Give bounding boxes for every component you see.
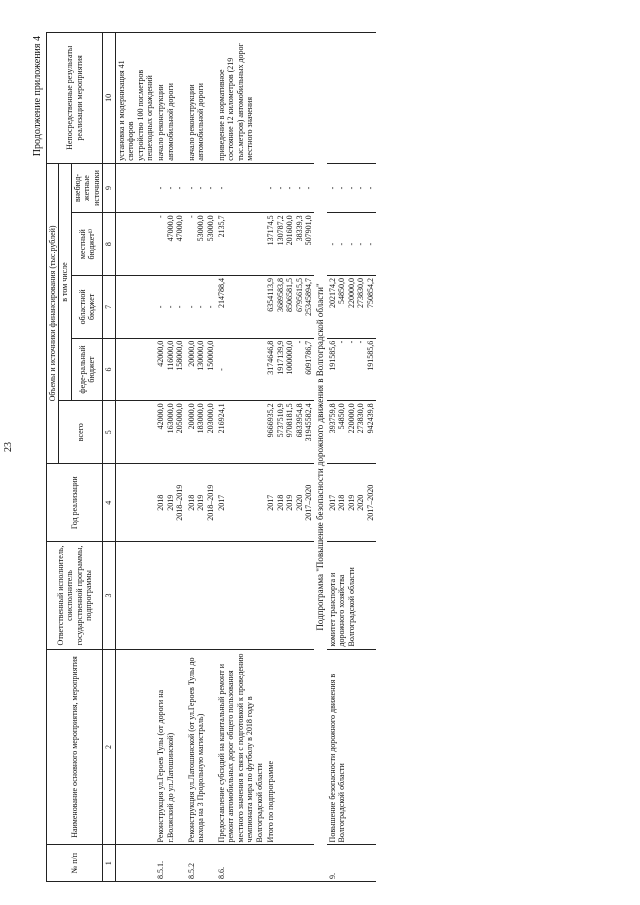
row-federal: 3174646,8 1917139,9 1000000,0 - 6091786,7 [265, 338, 314, 401]
col-number: 5 [103, 401, 115, 464]
row-regional: 214788,4 [216, 276, 265, 339]
row-number: 8.5.2 [186, 845, 216, 882]
row-result: приведение в нормативное состояние 12 километров (219 тыс.метров) автомобильных дорог местного значения [216, 33, 265, 164]
col-number: 10 [103, 33, 115, 164]
row-federal: 20000,0 130000,0 150000,0 [186, 338, 216, 401]
subprogram-row [314, 33, 327, 882]
header-federal: феде-ральный бюджет [71, 338, 102, 401]
row-total: 20000,0 183000,0 203000,0 [186, 401, 216, 464]
row-result [265, 33, 314, 164]
row-extrabudget: - [216, 163, 265, 213]
row-local: - 53000,0 53000,0 [186, 213, 216, 276]
row-local: - 47000,0 47000,0 [155, 213, 185, 276]
financing-table [46, 32, 376, 882]
col-number: 3 [103, 542, 115, 649]
header-no: № п/п [47, 845, 103, 882]
table-row-total [265, 33, 314, 882]
rotated-page [30, 32, 640, 882]
header-including: в том числе [59, 163, 71, 401]
row-name: Реконструкция ул.Латошинской (от ул.Героев Тулы до выхода на 3 Продольную магистраль) [186, 649, 216, 845]
row-extrabudget: - - - [186, 163, 216, 213]
row-result: начало реконструкции автомобильной дороги [155, 33, 185, 164]
row-number: 8.5.1. [155, 845, 185, 882]
row-local: - - - - - [327, 213, 376, 276]
row-total: 216924,1 [216, 401, 265, 464]
intro-result: установка и модернизация 41 светофоров устройство 100 пог.метров пешеходных ограждений [115, 33, 155, 164]
header-local: местный бюджет¹⁾ [71, 213, 102, 276]
row-federal: 42000,0 116000,0 158000,0 [155, 338, 185, 401]
row-executor [216, 542, 265, 649]
row-local: 137174,5 130787,2 201600,0 38339,3 507901,0 [265, 213, 314, 276]
row-total: 393759,8 54850,0 220000,0 273830,0 942439,8 [327, 401, 376, 464]
row-extrabudget: - - - [155, 163, 185, 213]
col-number: 4 [103, 464, 115, 542]
table-row [155, 33, 185, 882]
row-total: 9666935,2 5737510,9 9708181,5 6833954,8 31945582,4 [265, 401, 314, 464]
row-name: Повышение безопасности дорожного движения в Волгоградской области [327, 649, 376, 845]
row-years: 2017 2018 2019 2020 2017–2020 [265, 464, 314, 542]
intro-row [115, 33, 155, 882]
appendix-title: Продолжение приложения 4 [32, 36, 43, 157]
row-federal: 191585,6 - - - 191585,6 [327, 338, 376, 401]
row-local: 2135,7 [216, 213, 265, 276]
row-federal: - [216, 338, 265, 401]
row-executor [265, 542, 314, 649]
row-regional: - - - [186, 276, 216, 339]
header-name: Наименование основного мероприятия, мероприятия [47, 649, 103, 845]
row-years: 2017 [216, 464, 265, 542]
row-result: начало реконструкции автомобильной дороги [186, 33, 216, 164]
row-name: Предоставление субсидий на капитальный ремонт и ремонт автомобильных дорог общего пользования местного значения в связи с подготовкой к проведению чемпионата мира по футболу в 2018 году в Волгоградской области [216, 649, 265, 845]
header-financing: Объемы и источники финансирования (тыс.рублей) [47, 163, 59, 463]
row-executor: комитет транспорта и дорожного хозяйства Волгоградской области [327, 542, 376, 649]
row-number: 9. [327, 845, 376, 882]
header-regional: областной бюджет [71, 276, 102, 339]
row-regional: 202174,2 54850,0 220000,0 273830,0 750854,2 [327, 276, 376, 339]
col-number: 7 [103, 276, 115, 339]
table-row [186, 33, 216, 882]
row-number [265, 845, 314, 882]
row-number: 8.6. [216, 845, 265, 882]
row-name: Итого по подпрограмме [265, 649, 314, 845]
header-executor: Ответственный исполнитель, соисполнитель государственной программы, подпрограммы [47, 542, 103, 649]
table-row [327, 33, 376, 882]
header-extrabudget: внебюд-жетные источники [71, 163, 102, 213]
row-years: 2018 2019 2018–2019 [186, 464, 216, 542]
table-row [216, 33, 265, 882]
subprogram-title: Подпрограмма "Повышение безопасности дорожного движения в Волгоградской области" [314, 33, 327, 882]
col-number: 8 [103, 213, 115, 276]
row-executor [155, 542, 185, 649]
col-number: 2 [103, 649, 115, 845]
row-name: Реконструкция ул.Героев Тулы (от дороги на г.Волжский до ул.Латошинской) [155, 649, 185, 845]
row-extrabudget: - - - - - [327, 163, 376, 213]
col-number: 1 [103, 845, 115, 882]
row-regional: 6354113,9 3689583,8 8506581,5 6795615,5 25345894,7 [265, 276, 314, 339]
row-years: 2018 2019 2018–2019 [155, 464, 185, 542]
row-extrabudget: - - - - - [265, 163, 314, 213]
row-regional: - - - [155, 276, 185, 339]
row-years: 2017 2018 2019 2020 2017–2020 [327, 464, 376, 542]
page-number: 23 [3, 442, 14, 452]
col-number: 9 [103, 163, 115, 213]
col-number: 6 [103, 338, 115, 401]
row-executor [186, 542, 216, 649]
row-result [327, 33, 376, 164]
row-total: 42000,0 163000,0 205000,0 [155, 401, 185, 464]
header-total: всего [59, 401, 103, 464]
column-number-row [103, 33, 115, 882]
header-result: Непосредственные результаты реализации мероприятия [47, 33, 103, 164]
header-year: Год реализации [47, 464, 103, 542]
